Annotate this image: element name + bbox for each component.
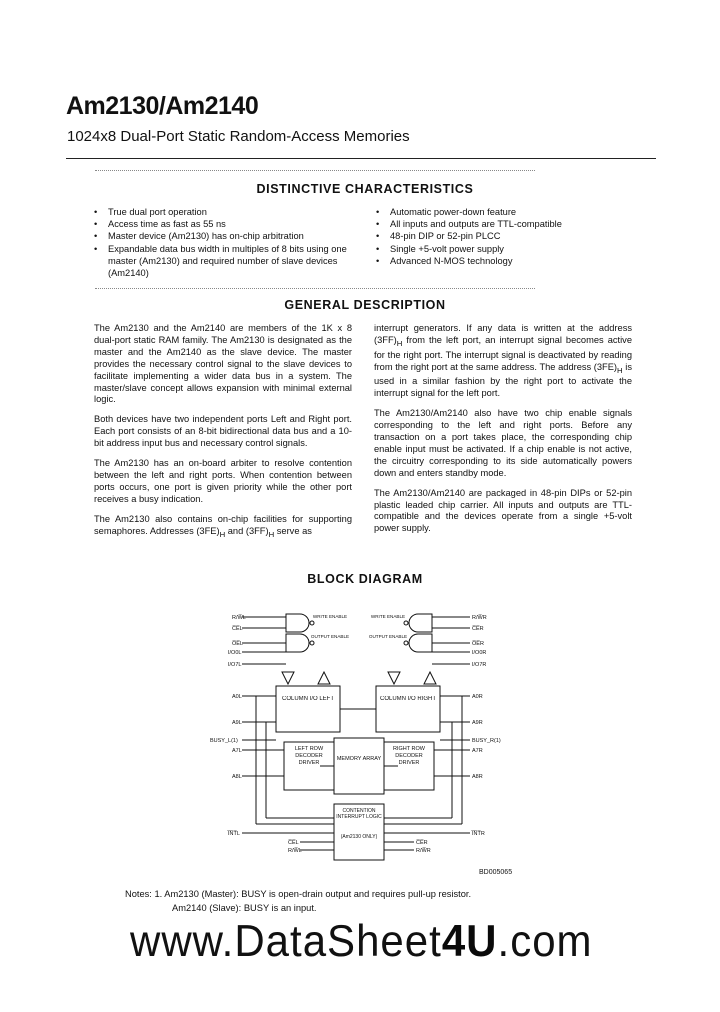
write-enable-gate-left [286, 614, 309, 632]
contention-logic-label: CONTENTION INTERRUPT LOGIC [336, 808, 382, 820]
general-heading: GENERAL DESCRIPTION [284, 298, 446, 312]
tristate-buffer [282, 672, 294, 684]
block-label: WRITE ENABLE [312, 614, 348, 619]
arbiter-label: (Am2130 ONLY) [340, 834, 378, 840]
subscript: H [396, 338, 403, 348]
paragraph: The Am2130 and the Am2140 are members of the 1K x 8 dual-port static RAM family. The Am2130 is designated as the master and the Am2140 as the slave device. The master provides the necessary control signal to the slave devices to facilitate implementing a wider data bus in a system. The master/slave concept allows expansion with minimal external logic. [94, 323, 352, 405]
pin-label: C̅E̅R [416, 840, 428, 846]
pin-label: C̅E̅L [232, 626, 243, 632]
notes-line-2: Am2140 (Slave): BUSY is an input. [172, 903, 317, 913]
pin-label: I/O0L [228, 650, 242, 656]
watermark [130, 916, 593, 966]
pin-label: BUSY_R(1) [472, 738, 501, 744]
block-label: OUTPUT ENABLE [310, 634, 350, 639]
pin-label: O̅E̅R [472, 641, 484, 647]
watermark-prefix: www.DataSheet [130, 916, 442, 966]
pin-label: A8R [472, 774, 483, 780]
pin-label: R/W̅L [288, 848, 302, 854]
inverter-bubble [310, 641, 314, 645]
list-item: • Access time as fast as 55 ns [90, 218, 360, 230]
paragraph-text: and (3FF) [225, 525, 269, 536]
arbiter-label-wrap [335, 834, 383, 854]
column-io-right-label: COLUMN I/O RIGHT [379, 696, 436, 702]
pin-label: A7R [472, 748, 483, 754]
paragraph-text: serve as [274, 525, 312, 536]
paragraph-text: interrupt generators. If any data is written at the address (3FF) [374, 323, 632, 345]
list-item: • 48-pin DIP or 52-pin PLCC [372, 230, 642, 242]
watermark-highlight: 4U [441, 916, 498, 966]
tristate-buffer [424, 672, 436, 684]
right-row-decoder-label-wrap [385, 746, 433, 786]
pin-label: I/O7L [228, 662, 242, 668]
paragraph-text: is used in a similar fashion by the right port to activate the interrupt signal for the left port. [374, 361, 632, 399]
memory-array-label-wrap [335, 756, 383, 776]
subscript: H [617, 365, 623, 375]
pin-label: R/W̅L [232, 615, 246, 621]
pin-label: A9L [232, 720, 242, 726]
pin-label: A9R [472, 720, 483, 726]
inverter-bubble [404, 641, 408, 645]
characteristics-heading: DISTINCTIVE CHARACTERISTICS [256, 182, 474, 196]
pin-label: A8L [232, 774, 242, 780]
paragraph-text: from the left port, an interrupt signal becomes active for the right port. The interrupt signal is deactivated by reading from the right port at the same address. The address (3FE) [374, 334, 632, 372]
column-io-left-label-wrap [277, 696, 339, 726]
contention-logic-label-wrap [335, 808, 383, 832]
paragraph: The Am2130 has an on-board arbiter to resolve contention between the left and right ports. When contention between ports occurs, one port is given priority while the other port receives a busy indication. [94, 458, 352, 504]
list-item: • True dual port operation [90, 206, 360, 218]
list-item: • All inputs and outputs are TTL-compatible [372, 218, 642, 230]
paragraph: The Am2130/Am2140 are packaged in 48-pin DIPs or 52-pin plastic leaded chip carrier. All inputs and outputs are TTL-compatible and the devices operate from a single +5-volt power supply. [374, 487, 632, 534]
pin-label: I/O7R [472, 662, 487, 668]
right-row-decoder-label: RIGHT ROW DECODER DRIVER [393, 746, 425, 766]
list-item: • Advanced N-MOS technology [372, 255, 642, 267]
column-io-left-label: COLUMN I/O LEFT [281, 696, 334, 702]
pin-label: C̅E̅L [288, 840, 299, 846]
tristate-buffer [318, 672, 330, 684]
left-row-decoder-label-wrap [285, 746, 333, 786]
list-item: • Single +5-volt power supply [372, 243, 642, 255]
pin-label: C̅E̅R [472, 626, 484, 632]
figure-id: BD005065 [479, 869, 513, 876]
block-diagram-heading: BLOCK DIAGRAM [307, 572, 423, 586]
inverter-bubble [404, 621, 408, 625]
memory-array-label: MEMORY ARRAY [336, 756, 382, 762]
block-label: WRITE ENABLE [370, 614, 406, 619]
output-enable-gate-right [409, 634, 432, 652]
paragraph-text: The Am2130 also contains on-chip facilities for supporting semaphores. Addresses (3FE) [94, 513, 352, 536]
watermark-suffix: .com [497, 916, 593, 966]
pin-label: R/W̅R [472, 615, 487, 621]
page-title: Am2130/Am2140 [66, 92, 259, 120]
notes-line-1: Notes: 1. Am2130 (Master): BUSY is open-drain output and requires pull-up resistor. [125, 889, 472, 899]
page-subtitle: 1024x8 Dual-Port Static Random-Access Memories [67, 128, 410, 145]
pin-label: I̅N̅T̅R [472, 831, 485, 837]
paragraph: The Am2130/Am2140 also have two chip enable signals corresponding to the left and right ports. Before any transaction on a port takes place, the corresponding chip enable input must be activated. If a chip enable is not active, the circuitry corresponding to its side automatically powers down and enters standby mode. [374, 408, 632, 478]
paragraph: Both devices have two independent ports Left and Right port. Each port consists of an 8-bit bidirectional data bus and a 10-bit address input bus and necessary control signals. [94, 414, 352, 449]
pin-label: A0L [232, 694, 242, 700]
block-label: OUTPUT ENABLE [368, 634, 408, 639]
pin-label: I/O0R [472, 650, 487, 656]
left-row-decoder-label: LEFT ROW DECODER DRIVER [294, 746, 324, 766]
column-io-right-label-wrap [377, 696, 439, 726]
inverter-bubble [310, 621, 314, 625]
list-item: • Automatic power-down feature [372, 206, 642, 218]
list-item: • Expandable data bus width in multiples of 8 bits using one master (Am2130) and required number of slave devices (Am2140) [90, 243, 360, 280]
write-enable-gate-right [409, 614, 432, 632]
pin-label: A7L [232, 748, 242, 754]
tristate-buffer [388, 672, 400, 684]
pin-label: O̅E̅L [232, 641, 244, 647]
pin-label: BUSY_L(1) [210, 738, 238, 744]
pin-label: R/W̅R [416, 848, 431, 854]
list-item: • Master device (Am2130) has on-chip arbitration [90, 230, 360, 242]
output-enable-gate-left [286, 634, 309, 652]
pin-label: I̅N̅T̅L [228, 831, 240, 837]
subscript: H [268, 529, 275, 539]
pin-label: A0R [472, 694, 483, 700]
subscript: H [219, 529, 226, 539]
